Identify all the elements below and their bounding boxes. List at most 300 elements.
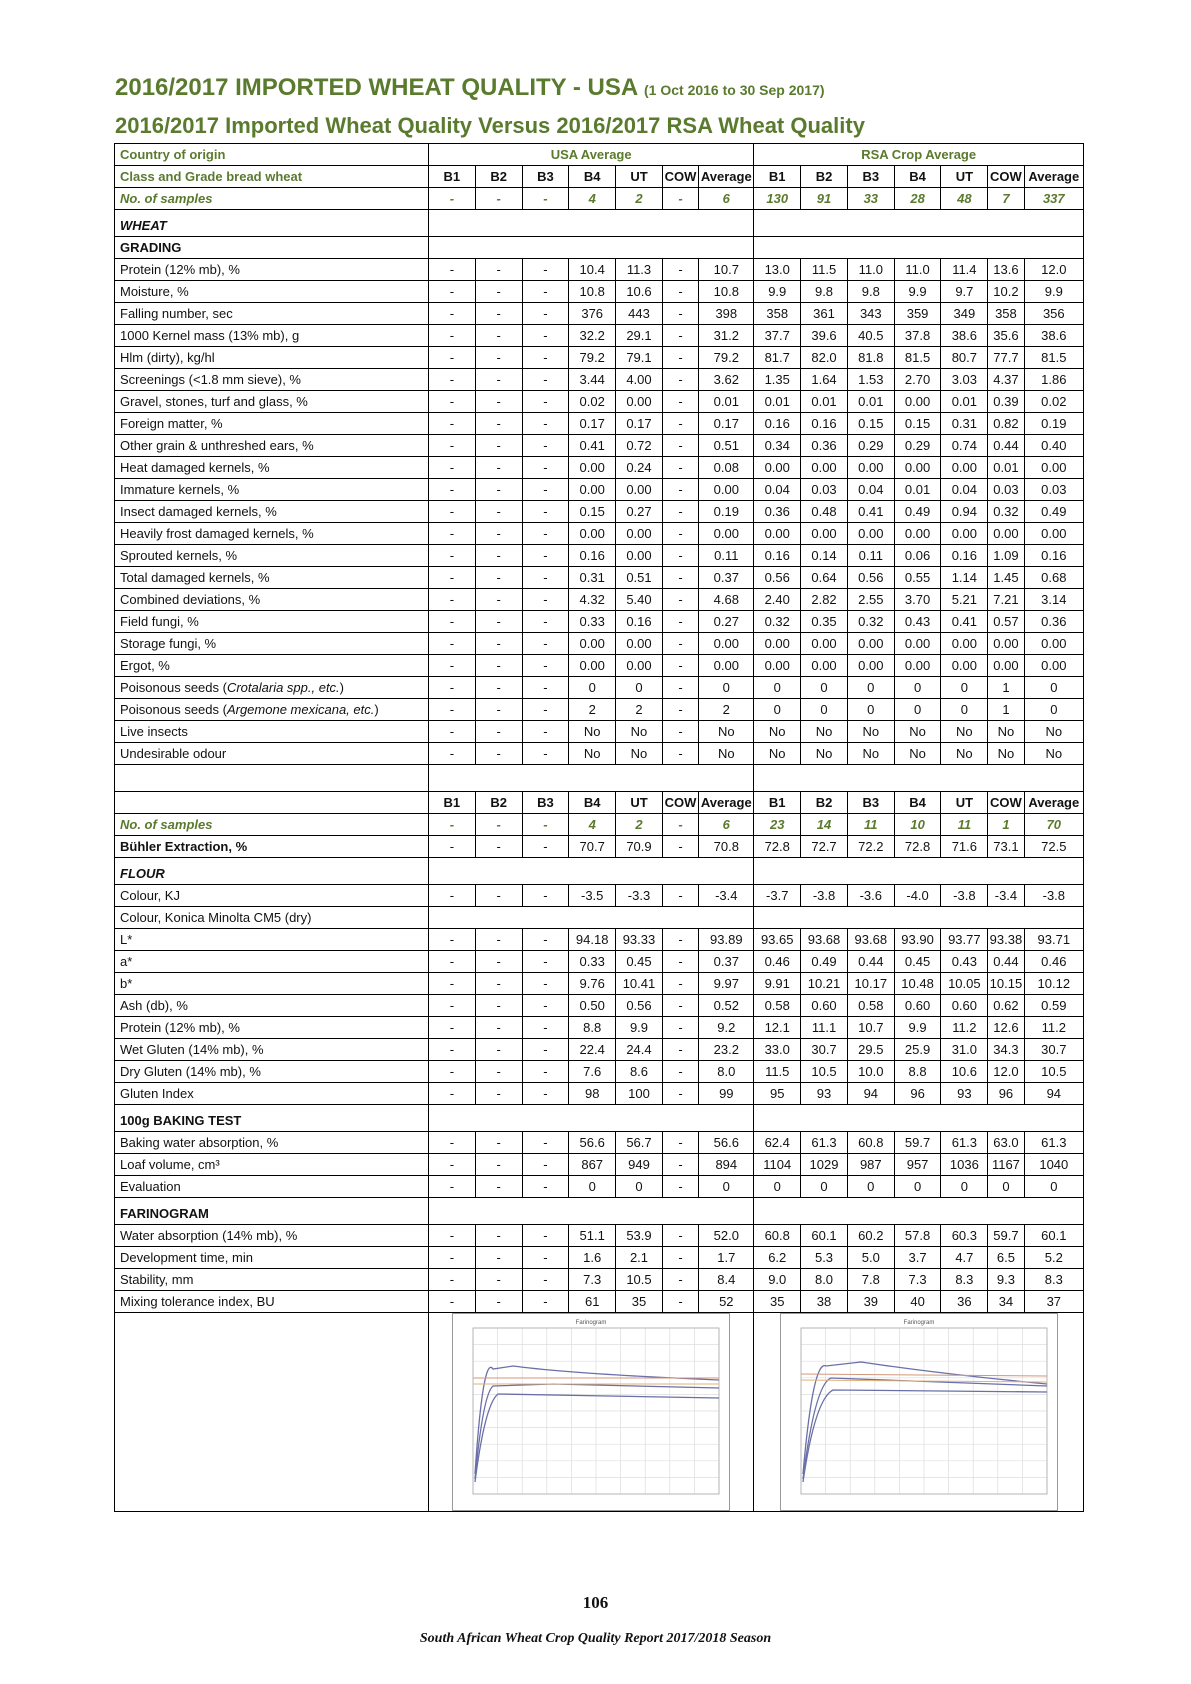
- value-cell: 0.46: [754, 951, 801, 973]
- spacer-row: [115, 858, 1084, 885]
- section-row: [115, 907, 1084, 929]
- value-cell: -: [475, 655, 522, 677]
- row-label: Heavily frost damaged kernels, %: [115, 523, 429, 545]
- value-cell: 0.52: [699, 995, 754, 1017]
- value-cell: 0.00: [941, 633, 988, 655]
- value-cell: 0.51: [699, 435, 754, 457]
- value-cell: 443: [616, 303, 663, 325]
- class-label: Class and Grade bread wheat: [115, 166, 429, 188]
- value-cell: 0.01: [699, 391, 754, 413]
- value-cell: 0.00: [699, 523, 754, 545]
- value-cell: 1.53: [847, 369, 894, 391]
- value-cell: No: [699, 743, 754, 765]
- table-row: [115, 259, 1084, 281]
- row-label: L*: [115, 929, 429, 951]
- value-cell: 9.0: [754, 1269, 801, 1291]
- value-cell: -: [522, 1039, 569, 1061]
- value-cell: -: [428, 457, 475, 479]
- value-cell: 3.62: [699, 369, 754, 391]
- column-header: Average: [1024, 166, 1083, 188]
- value-cell: 9.9: [616, 1017, 663, 1039]
- value-cell: -: [475, 457, 522, 479]
- value-cell: -3.5: [569, 885, 616, 907]
- value-cell: -: [475, 836, 522, 858]
- value-cell: 7.8: [847, 1269, 894, 1291]
- row-label: Development time, min: [115, 1247, 429, 1269]
- value-cell: 25.9: [894, 1039, 941, 1061]
- value-cell: 0.00: [1024, 633, 1083, 655]
- value-cell: -: [522, 567, 569, 589]
- value-cell: 10.48: [894, 973, 941, 995]
- value-cell: 4.68: [699, 589, 754, 611]
- value-cell: 0.60: [894, 995, 941, 1017]
- value-cell: 0.19: [699, 501, 754, 523]
- value-cell: 0.03: [1024, 479, 1083, 501]
- samples-cell: -: [662, 814, 698, 836]
- value-cell: 52.0: [699, 1225, 754, 1247]
- value-cell: 93.90: [894, 929, 941, 951]
- value-cell: -: [428, 951, 475, 973]
- value-cell: 93.65: [754, 929, 801, 951]
- value-cell: -4.0: [894, 885, 941, 907]
- value-cell: 9.97: [699, 973, 754, 995]
- value-cell: 1: [988, 699, 1024, 721]
- value-cell: 0.43: [894, 611, 941, 633]
- value-cell: 72.8: [754, 836, 801, 858]
- value-cell: 0.17: [569, 413, 616, 435]
- table-row: [115, 347, 1084, 369]
- value-cell: 0.04: [754, 479, 801, 501]
- value-cell: 0: [847, 677, 894, 699]
- samples-cell: 130: [754, 188, 801, 210]
- value-cell: 7.3: [569, 1269, 616, 1291]
- table-row: [115, 369, 1084, 391]
- row-label: 1000 Kernel mass (13% mb), g: [115, 325, 429, 347]
- value-cell: 10.21: [801, 973, 848, 995]
- value-cell: 0.00: [847, 633, 894, 655]
- table-row: [115, 1061, 1084, 1083]
- value-cell: 11.0: [847, 259, 894, 281]
- section-row: [115, 237, 1084, 259]
- value-cell: 10.41: [616, 973, 663, 995]
- graph-title: Farinogram: [575, 1320, 607, 1326]
- value-cell: 38: [801, 1291, 848, 1313]
- value-cell: 9.9: [754, 281, 801, 303]
- value-cell: -: [662, 721, 698, 743]
- column-header: B1: [428, 792, 475, 814]
- value-cell: -: [475, 589, 522, 611]
- rsa-graph-cell: [754, 1313, 1084, 1512]
- empty-cell: [754, 237, 1084, 259]
- table-row: [115, 995, 1084, 1017]
- value-cell: 2.1: [616, 1247, 663, 1269]
- value-cell: -: [522, 655, 569, 677]
- value-cell: 0.36: [1024, 611, 1083, 633]
- rsa-label: RSA Crop Average: [754, 144, 1084, 166]
- value-cell: 0.44: [988, 435, 1024, 457]
- value-cell: -: [522, 369, 569, 391]
- value-cell: 11.3: [616, 259, 663, 281]
- value-cell: 2.40: [754, 589, 801, 611]
- value-cell: -: [475, 259, 522, 281]
- section-label: FARINOGRAM: [115, 1198, 429, 1225]
- column-header: COW: [662, 792, 698, 814]
- value-cell: 0: [941, 1176, 988, 1198]
- value-cell: No: [569, 743, 616, 765]
- value-cell: 11.5: [801, 259, 848, 281]
- value-cell: 0: [1024, 677, 1083, 699]
- value-cell: 3.44: [569, 369, 616, 391]
- row-label: Ergot, %: [115, 655, 429, 677]
- value-cell: -: [428, 1154, 475, 1176]
- value-cell: -: [522, 885, 569, 907]
- value-cell: No: [754, 743, 801, 765]
- value-cell: 0.00: [616, 633, 663, 655]
- value-cell: -: [662, 836, 698, 858]
- value-cell: 0.00: [988, 655, 1024, 677]
- value-cell: 957: [894, 1154, 941, 1176]
- samples-cell: 70: [1024, 814, 1083, 836]
- value-cell: 81.5: [894, 347, 941, 369]
- empty-cell: [428, 858, 753, 885]
- value-cell: -: [475, 347, 522, 369]
- value-cell: 0.00: [988, 523, 1024, 545]
- value-cell: -: [662, 611, 698, 633]
- table-row: [115, 457, 1084, 479]
- value-cell: 0.50: [569, 995, 616, 1017]
- value-cell: 0: [941, 677, 988, 699]
- value-cell: -: [475, 1247, 522, 1269]
- table-row: [115, 545, 1084, 567]
- value-cell: -: [662, 347, 698, 369]
- value-cell: 0.03: [801, 479, 848, 501]
- column-header: Average: [699, 166, 754, 188]
- value-cell: -: [475, 435, 522, 457]
- value-cell: 35.6: [988, 325, 1024, 347]
- value-cell: -: [522, 523, 569, 545]
- value-cell: 0.00: [988, 633, 1024, 655]
- value-cell: 0.00: [699, 633, 754, 655]
- value-cell: 0: [1024, 1176, 1083, 1198]
- value-cell: No: [569, 721, 616, 743]
- value-cell: 0: [699, 1176, 754, 1198]
- value-cell: 0.00: [754, 633, 801, 655]
- row-label: Water absorption (14% mb), %: [115, 1225, 429, 1247]
- value-cell: -: [428, 479, 475, 501]
- samples-cell: 48: [941, 188, 988, 210]
- row-label: Other grain & unthreshed ears, %: [115, 435, 429, 457]
- value-cell: -: [662, 501, 698, 523]
- value-cell: 0.37: [699, 951, 754, 973]
- value-cell: 60.1: [1024, 1225, 1083, 1247]
- value-cell: -: [475, 743, 522, 765]
- value-cell: 0.15: [569, 501, 616, 523]
- value-cell: No: [847, 721, 894, 743]
- column-header: UT: [616, 792, 663, 814]
- value-cell: -: [428, 347, 475, 369]
- row-label: Stability, mm: [115, 1269, 429, 1291]
- value-cell: 0.00: [894, 391, 941, 413]
- value-cell: -: [522, 951, 569, 973]
- value-cell: -: [475, 929, 522, 951]
- column-header: COW: [988, 166, 1024, 188]
- value-cell: -: [475, 721, 522, 743]
- samples-row: [115, 188, 1084, 210]
- value-cell: -: [662, 545, 698, 567]
- value-cell: 1.09: [988, 545, 1024, 567]
- value-cell: No: [754, 721, 801, 743]
- row-label: Combined deviations, %: [115, 589, 429, 611]
- value-cell: No: [699, 721, 754, 743]
- value-cell: 71.6: [941, 836, 988, 858]
- value-cell: 60.2: [847, 1225, 894, 1247]
- value-cell: 0: [894, 699, 941, 721]
- value-cell: 10.5: [1024, 1061, 1083, 1083]
- value-cell: No: [616, 743, 663, 765]
- value-cell: 1: [988, 677, 1024, 699]
- value-cell: -: [428, 435, 475, 457]
- value-cell: -: [662, 1154, 698, 1176]
- table-row: [115, 391, 1084, 413]
- farinogram-graph: [452, 1313, 730, 1511]
- value-cell: 11.2: [1024, 1017, 1083, 1039]
- row-label: a*: [115, 951, 429, 973]
- value-cell: -3.8: [801, 885, 848, 907]
- section-label: Colour, Konica Minolta CM5 (dry): [115, 907, 429, 929]
- value-cell: -: [662, 479, 698, 501]
- samples-cell: -: [428, 814, 475, 836]
- value-cell: 359: [894, 303, 941, 325]
- value-cell: -: [428, 413, 475, 435]
- value-cell: 0.72: [616, 435, 663, 457]
- row-label: Mixing tolerance index, BU: [115, 1291, 429, 1313]
- header-row: [115, 166, 1084, 188]
- value-cell: -: [662, 633, 698, 655]
- value-cell: 2: [616, 699, 663, 721]
- value-cell: -: [522, 995, 569, 1017]
- table-row: [115, 743, 1084, 765]
- value-cell: -: [428, 677, 475, 699]
- value-cell: 0.58: [754, 995, 801, 1017]
- column-header: Average: [699, 792, 754, 814]
- samples-cell: 11: [847, 814, 894, 836]
- value-cell: 1029: [801, 1154, 848, 1176]
- value-cell: 93.33: [616, 929, 663, 951]
- value-cell: -: [662, 699, 698, 721]
- value-cell: -: [428, 655, 475, 677]
- value-cell: 0.49: [801, 951, 848, 973]
- value-cell: 0: [699, 677, 754, 699]
- value-cell: -: [428, 1291, 475, 1313]
- value-cell: 12.0: [988, 1061, 1024, 1083]
- row-label: Colour, KJ: [115, 885, 429, 907]
- value-cell: -: [522, 1154, 569, 1176]
- value-cell: 0.17: [616, 413, 663, 435]
- value-cell: -: [475, 611, 522, 633]
- column-header: B4: [569, 792, 616, 814]
- table-row: [115, 677, 1084, 699]
- value-cell: -: [475, 1017, 522, 1039]
- value-cell: -: [662, 655, 698, 677]
- value-cell: 39.6: [801, 325, 848, 347]
- value-cell: 52: [699, 1291, 754, 1313]
- value-cell: 4.32: [569, 589, 616, 611]
- value-cell: 5.3: [801, 1247, 848, 1269]
- value-cell: -: [475, 479, 522, 501]
- value-cell: 0.56: [847, 567, 894, 589]
- empty-cell: [115, 1313, 429, 1512]
- value-cell: 81.5: [1024, 347, 1083, 369]
- column-header: B4: [569, 166, 616, 188]
- value-cell: 72.2: [847, 836, 894, 858]
- value-cell: 81.8: [847, 347, 894, 369]
- value-cell: 0.34: [754, 435, 801, 457]
- value-cell: 0.16: [616, 611, 663, 633]
- value-cell: -: [428, 836, 475, 858]
- value-cell: 1.14: [941, 567, 988, 589]
- value-cell: 0.01: [941, 391, 988, 413]
- row-label: Hlm (dirty), kg/hl: [115, 347, 429, 369]
- value-cell: 29.5: [847, 1039, 894, 1061]
- value-cell: 61.3: [801, 1132, 848, 1154]
- value-cell: 0.01: [988, 457, 1024, 479]
- value-cell: 59.7: [894, 1132, 941, 1154]
- value-cell: 10.6: [616, 281, 663, 303]
- value-cell: 0.02: [569, 391, 616, 413]
- value-cell: -: [475, 1269, 522, 1291]
- row-label: Evaluation: [115, 1176, 429, 1198]
- value-cell: 0: [847, 699, 894, 721]
- table-row: [115, 1247, 1084, 1269]
- value-cell: -: [428, 1061, 475, 1083]
- value-cell: 2.70: [894, 369, 941, 391]
- value-cell: 94.18: [569, 929, 616, 951]
- value-cell: 0.56: [616, 995, 663, 1017]
- value-cell: 0.29: [847, 435, 894, 457]
- samples-row: [115, 814, 1084, 836]
- table-row: [115, 1176, 1084, 1198]
- value-cell: 10.8: [699, 281, 754, 303]
- value-cell: -: [475, 1083, 522, 1105]
- value-cell: -: [522, 303, 569, 325]
- row-label: Ash (db), %: [115, 995, 429, 1017]
- value-cell: -: [475, 567, 522, 589]
- value-cell: 0.45: [616, 951, 663, 973]
- value-cell: 0.32: [847, 611, 894, 633]
- value-cell: 73.1: [988, 836, 1024, 858]
- table-row: [115, 589, 1084, 611]
- value-cell: -: [662, 523, 698, 545]
- title-main: 2016/2017 IMPORTED WHEAT QUALITY - USA: [115, 74, 638, 101]
- samples-cell: 2: [616, 188, 663, 210]
- value-cell: -: [475, 885, 522, 907]
- value-cell: 10.2: [988, 281, 1024, 303]
- value-cell: 82.0: [801, 347, 848, 369]
- column-header: B3: [847, 792, 894, 814]
- value-cell: -: [662, 677, 698, 699]
- samples-cell: 91: [801, 188, 848, 210]
- row-label: Storage fungi, %: [115, 633, 429, 655]
- samples-cell: 23: [754, 814, 801, 836]
- value-cell: -: [522, 1247, 569, 1269]
- value-cell: 0.00: [616, 545, 663, 567]
- spacer-row: [115, 765, 1084, 792]
- table-row: [115, 951, 1084, 973]
- empty-cell: [754, 1105, 1084, 1132]
- samples-cell: -: [522, 188, 569, 210]
- column-header: B2: [801, 792, 848, 814]
- value-cell: 0: [754, 699, 801, 721]
- column-header: UT: [616, 166, 663, 188]
- value-cell: 987: [847, 1154, 894, 1176]
- column-header: B2: [475, 792, 522, 814]
- value-cell: 0.00: [616, 391, 663, 413]
- footer: South African Wheat Crop Quality Report 2017/2018 Season: [419, 1631, 772, 1646]
- value-cell: 376: [569, 303, 616, 325]
- value-cell: No: [847, 743, 894, 765]
- value-cell: 8.3: [941, 1269, 988, 1291]
- value-cell: 94: [847, 1083, 894, 1105]
- value-cell: -: [475, 1291, 522, 1313]
- value-cell: 0.62: [988, 995, 1024, 1017]
- value-cell: 398: [699, 303, 754, 325]
- value-cell: 0.49: [894, 501, 941, 523]
- value-cell: 0.51: [616, 567, 663, 589]
- value-cell: 38.6: [941, 325, 988, 347]
- value-cell: -: [428, 545, 475, 567]
- table-row: [115, 1083, 1084, 1105]
- row-label: Screenings (<1.8 mm sieve), %: [115, 369, 429, 391]
- samples-cell: 337: [1024, 188, 1083, 210]
- value-cell: 10.17: [847, 973, 894, 995]
- value-cell: -: [428, 567, 475, 589]
- table-row: [115, 973, 1084, 995]
- value-cell: 1167: [988, 1154, 1024, 1176]
- samples-cell: 1: [988, 814, 1024, 836]
- value-cell: -: [428, 1132, 475, 1154]
- value-cell: -: [522, 589, 569, 611]
- value-cell: 0.00: [801, 655, 848, 677]
- quality-table: [114, 143, 1084, 1512]
- value-cell: 7.6: [569, 1061, 616, 1083]
- value-cell: 0.00: [1024, 457, 1083, 479]
- column-header: B3: [522, 792, 569, 814]
- row-label: Dry Gluten (14% mb), %: [115, 1061, 429, 1083]
- value-cell: 11.2: [941, 1017, 988, 1039]
- value-cell: 0.11: [847, 545, 894, 567]
- value-cell: 0.00: [847, 457, 894, 479]
- row-label: Undesirable odour: [115, 743, 429, 765]
- value-cell: -: [522, 973, 569, 995]
- value-cell: -: [428, 281, 475, 303]
- value-cell: 31.2: [699, 325, 754, 347]
- value-cell: 0.00: [569, 655, 616, 677]
- value-cell: 8.4: [699, 1269, 754, 1291]
- value-cell: 10.12: [1024, 973, 1083, 995]
- value-cell: 349: [941, 303, 988, 325]
- value-cell: -: [522, 1132, 569, 1154]
- value-cell: -: [522, 699, 569, 721]
- value-cell: 34.3: [988, 1039, 1024, 1061]
- value-cell: 0.00: [569, 523, 616, 545]
- value-cell: -: [428, 1247, 475, 1269]
- table-row: [115, 501, 1084, 523]
- value-cell: 79.1: [616, 347, 663, 369]
- value-cell: -: [475, 677, 522, 699]
- value-cell: -: [662, 325, 698, 347]
- value-cell: 0.00: [1024, 523, 1083, 545]
- value-cell: 0.00: [801, 523, 848, 545]
